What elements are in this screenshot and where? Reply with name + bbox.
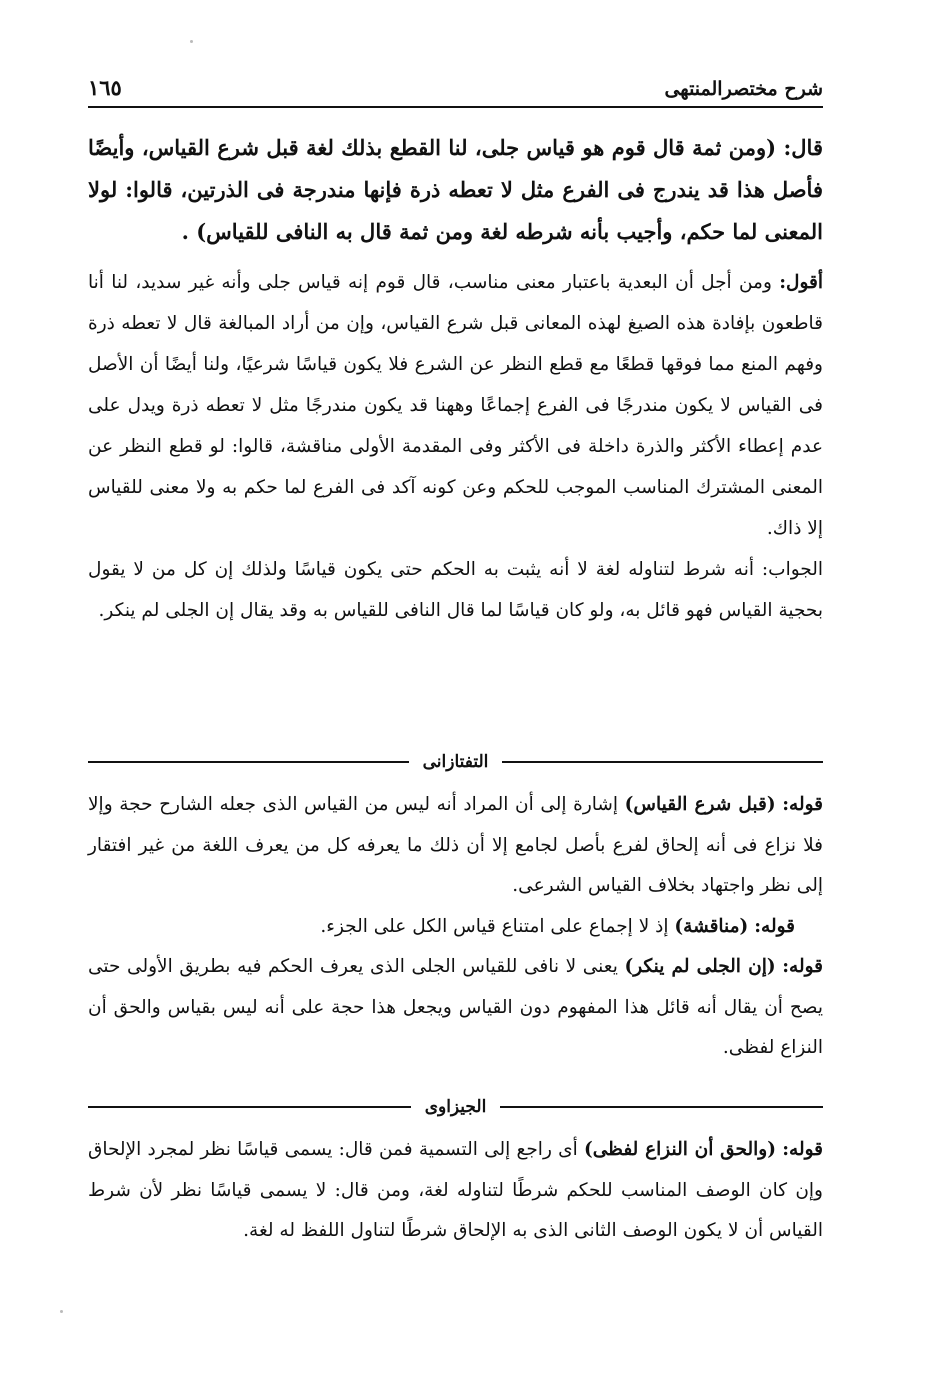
note-text: أى راجع إلى التسمية فمن قال: يسمى قياسًا نظر لمجرد الإلحاق وإن كان الوصف المناسب للحكم شرطًا لتناوله لغة، ومن قال: لا يسمى قياسًا نظر لأن شرط القياس أن لا يكون الوصف الثانى الذى به الإلحاق شرطًا لتناول اللفظ له لغة. xyxy=(88,1139,823,1241)
scan-speck xyxy=(190,40,193,43)
taftazani-section xyxy=(88,785,823,1069)
sharh-paragraph-1 xyxy=(88,262,823,549)
sharh-lead: أقول: xyxy=(779,272,823,293)
note-lead: قوله: xyxy=(782,956,824,977)
matn-section xyxy=(88,127,823,253)
matn-text: (ومن ثمة قال قوم هو قياس جلى، لنا القطع بذلك لغة قبل شرع القياس، وأيضًا فأصل هذا قد يندرج فى الفرع مثل لا تعطه ذرة فإنها مندرجة فى الذرتين، قالوا: لولا المعنى لما حكم، وأجيب بأنه شرطه لغة ومن ثمة قال به النافى للقياس) . xyxy=(88,135,823,244)
sharh-text-1: ومن أجل أن البعدية باعتبار معنى مناسب، قال قوم إنه قياس جلى وأنه غير سديد، لنا أنا قاطعون بإفادة هذه الصيغ لهذه المعانى قبل شرع القياس، وإن من أراد المبالغة قال لا تعطه ذرة وفهم المنع مما فوقها قطعًا مع قطع النظر عن الشرع فلا يكون قياسًا شرعيًا، ولنا أيضًا أن الأصل فى القياس لا يكون مندرجًا فى الفرع إجماعًا وههنا قد يكون مندرجًا مثل لا تعطه ذرة ويدل على عدم إعطاء الأكثر والذرة داخلة فى الأكثر وفى المقدمة الأولى مناقشة، قالوا: لو قطع النظر عن المعنى المشترك المناسب الموجب للحكم وعن كونه آكد فى الفرع لما حكم به ولا معنى للقياس إلا ذاك. xyxy=(88,272,823,539)
note-lead: قوله: xyxy=(782,794,823,815)
page-number: ١٦٥ xyxy=(88,75,122,100)
note-quote: (والحق أن النزاع لفظى) xyxy=(583,1139,776,1160)
note-lead: قوله: xyxy=(782,1139,823,1160)
matn-paragraph xyxy=(88,127,823,253)
sharh-section xyxy=(88,262,823,631)
divider-line-left xyxy=(88,761,409,763)
note-text: إشارة إلى أن المراد أنه ليس من القياس الذى جعله الشارح حجة وإلا فلا نزاع فى أنه إلحاق لفرع بأصل لجامع إلا أن ذلك ما يعرفه كل من يعرف اللغة من غير افتقار إلى نظر واجتهاد بخلاف القياس الشرعى. xyxy=(88,794,823,896)
taftazani-label: التفتازانى xyxy=(422,752,489,772)
jizawi-divider xyxy=(88,1095,823,1119)
matn-lead: قال: xyxy=(783,135,823,160)
divider-line-left xyxy=(88,1106,411,1108)
jizawi-label: الجيزاوى xyxy=(424,1097,487,1117)
book-title: شرح مختصرالمنتهى xyxy=(664,78,823,100)
jizawi-note-1 xyxy=(88,1130,823,1252)
scan-speck xyxy=(60,1310,63,1313)
note-quote: (مناقشة) xyxy=(674,915,749,937)
running-header xyxy=(88,70,823,108)
divider-line-right xyxy=(500,1106,823,1108)
taftazani-note-3 xyxy=(88,947,823,1069)
taftazani-divider xyxy=(88,750,823,774)
note-text: يعنى لا نافى للقياس الجلى الذى يعرف الحكم فيه بطريق الأولى حتى يصح أن يقال أنه قائل هذا المفهوم دون القياس ويجعل هذا حجة على أنه ليس بقياس والحق أن النزاع لفظى. xyxy=(88,956,823,1058)
taftazani-note-2 xyxy=(88,907,823,948)
note-quote: (إن الجلى لم ينكر) xyxy=(624,956,776,977)
sharh-paragraph-2: الجواب: أنه شرط لتناوله لغة لا أنه يثبت به الحكم حتى يكون قياسًا ولذلك إن كل من لا يقول بحجية القياس فهو قائل به، ولو كان قياسًا لما قال النافى للقياس به وقد يقال إن الجلى لم ينكر. xyxy=(88,559,823,621)
taftazani-note-1 xyxy=(88,785,823,907)
divider-line-right xyxy=(502,761,823,763)
jizawi-section xyxy=(88,1130,823,1252)
note-text: إذ لا إجماع على امتناع قياس الكل على الجزء. xyxy=(320,915,669,937)
note-quote: (قبل شرع القياس) xyxy=(624,794,776,815)
note-lead: قوله: xyxy=(754,915,795,937)
